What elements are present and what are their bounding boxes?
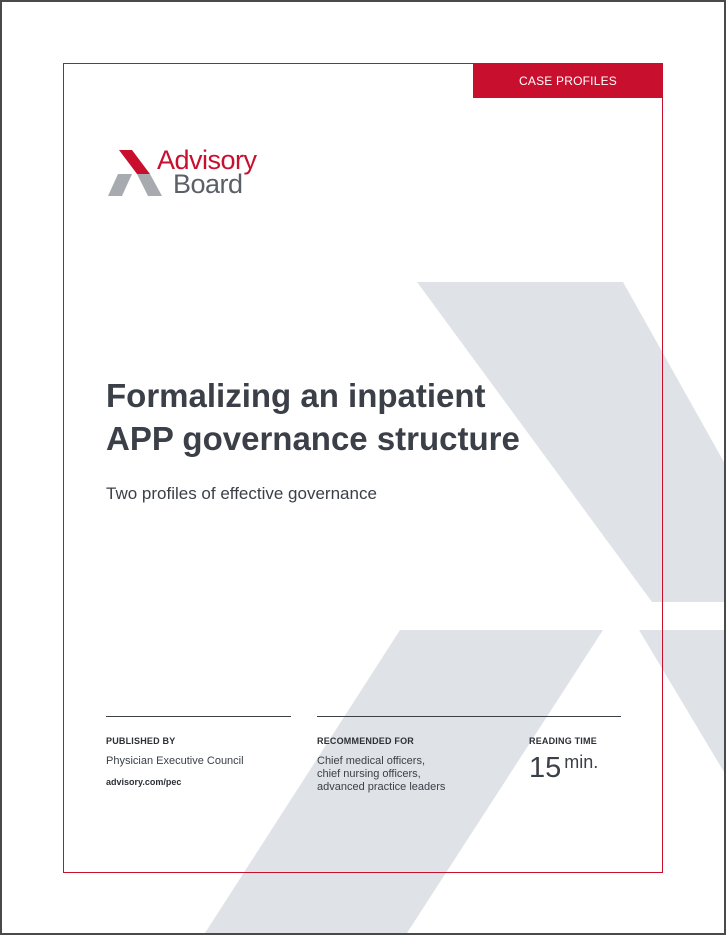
advisory-board-logo [105,145,285,200]
recommended-for-label: RECOMMENDED FOR [317,736,414,746]
logo-mark-icon [105,150,165,198]
logo-line1: Advisory [157,145,257,175]
logo-wordmark [157,145,257,199]
page-subtitle: Two profiles of effective governance [106,484,377,503]
reading-time-unit: min. [564,752,599,772]
title-line1: Formalizing an inpatient [106,377,486,414]
published-divider [106,716,291,717]
recommended-audience [317,755,445,794]
reading-time-label: READING TIME [529,736,597,746]
reading-time-value [529,752,598,785]
publisher-url[interactable]: advisory.com/pec [106,777,182,787]
case-profiles-tag: CASE PROFILES [473,63,663,98]
audience-line3: advanced practice leaders [317,781,446,793]
recommended-divider [317,716,621,717]
audience-line2: chief nursing officers, [317,768,421,780]
page-title [106,374,626,460]
logo-line2: Board [173,169,243,199]
title-line2: APP governance structure [106,420,520,457]
reading-time-number: 15 [529,752,562,784]
published-by-label: PUBLISHED BY [106,736,176,746]
publisher-name: Physician Executive Council [106,755,244,767]
audience-line1: Chief medical officers, [317,755,426,767]
